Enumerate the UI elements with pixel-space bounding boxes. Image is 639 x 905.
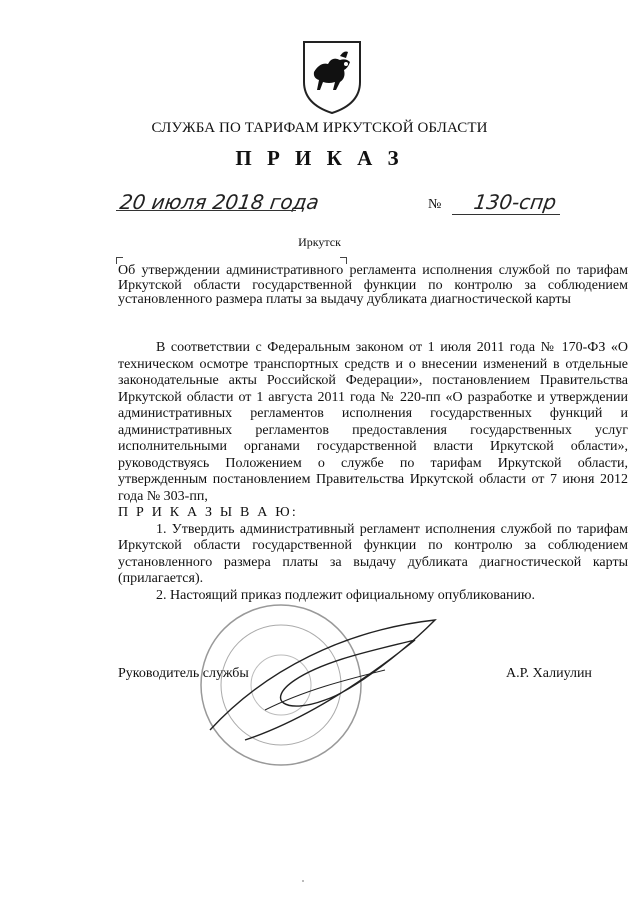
handwritten-date: 20 июля 2018 года xyxy=(118,190,321,214)
city-name: Иркутск xyxy=(298,235,341,249)
coat-of-arms-emblem xyxy=(300,38,364,116)
order-item-2: 2. Настоящий приказ подлежит официальному опубликованию. xyxy=(156,587,535,603)
document-subject: Об утверждении административного регламента исполнения службой по тарифам Иркутской области государственной функции по контролю за соблюдением установленного размера платы за выдачу дубликата диагностической карты xyxy=(118,263,628,307)
order-item-1: 1. Утвердить административный регламент исполнения службой по тарифам Иркутской области государственной функции по контролю за соблюдением установленного размера платы за выдачу дубликата диагностической карты (прилагается). xyxy=(118,521,628,586)
signatory-role: Руководитель службы xyxy=(118,666,249,681)
agency-name: СЛУЖБА ПО ТАРИФАМ ИРКУТСКОЙ ОБЛАСТИ xyxy=(151,120,488,136)
number-label: № xyxy=(428,197,442,212)
page-mark xyxy=(302,880,304,882)
signatory-name: А.Р. Халиулин xyxy=(506,666,592,681)
document-body xyxy=(118,340,628,604)
document-type-title: П Р И К А З xyxy=(235,146,404,170)
handwritten-number: 130-спр xyxy=(472,190,558,214)
preamble-paragraph: В соответствии с Федеральным законом от 1 июля 2011 года № 170-ФЗ «О техническом осмотре транспортных средств и о внесении изменений в отдельные законодательные акты Российской Федерации», постановлением Правительства Иркутской области от 1 августа 2011 года № 220-пп «О разработке и утверждении административных регламентов исполнения государственных функций и административных регламентов предоставления государственных услуг исполнительными органами государственной власти Иркутской области», руководствуясь Положением о службе по тарифам Иркутской области, утвержденным постановлением Правительства Иркутской области от 7 июня 2012 года № 303-пп, xyxy=(118,340,628,504)
date-underline xyxy=(116,210,296,211)
order-word: П Р И К А З Ы В А Ю: xyxy=(118,505,298,520)
number-underline xyxy=(452,214,560,215)
